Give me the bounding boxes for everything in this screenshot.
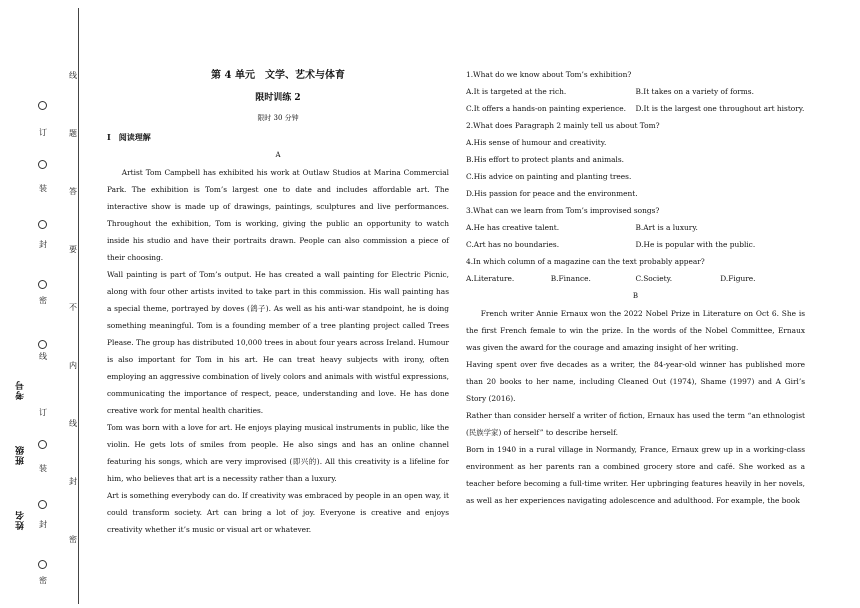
- option-row: [466, 270, 805, 287]
- answer-option: A.He has creative talent.: [466, 223, 560, 232]
- binding-hole: [38, 220, 47, 229]
- answer-option: A.It is targeted at the rich.: [466, 87, 567, 96]
- binding-hole: [38, 500, 47, 509]
- passage-a-paragraph: Artist Tom Campbell has exhibited his work at Outlaw Studios at Marina Commercial Park. The exhibition is Tom’s largest one to date and includes affordable art. The interactive show is made up of drawings, paintings, sculptures and live performances. Throughout the exhibition, Tom is working, giving the public an opportunity to watch inside his studio and have their portraits drawn. People can also commission a piece of their choosing.: [107, 168, 449, 262]
- option-row: [466, 83, 805, 100]
- binding-char: 封: [39, 520, 47, 529]
- binding-char: 订: [39, 128, 47, 137]
- passage-b-paragraph: Rather than consider herself a writer of fiction, Ernaux has used the term “an ethnologist (民族学家) of herself” to describe herself.: [466, 411, 805, 437]
- option-row: [466, 100, 805, 117]
- passage-b-paragraph: French writer Annie Ernaux won the 2022 Nobel Prize in Literature on Oct 6. She is the first French female to win the prize. In the words of the Nobel Committee, Ernaux was given the award for the courage and amazing insight of her writing.: [466, 309, 805, 352]
- binding-char: 线: [69, 419, 77, 428]
- exam-number-label: 考号: [16, 380, 26, 400]
- left-column: [107, 0, 449, 538]
- binding-char: 要: [69, 245, 77, 254]
- answer-option: A.Literature.: [466, 274, 515, 283]
- unit-title: 第 4 单元 文学、艺术与体育: [211, 70, 345, 81]
- answer-option: D.It is the largest one throughout art history.: [635, 104, 805, 113]
- binding-char: 密: [39, 576, 47, 585]
- passage-b-label: B: [632, 292, 639, 300]
- answer-option: B.It takes on a variety of forms.: [635, 87, 754, 96]
- answer-option: D.His passion for peace and the environment.: [466, 189, 638, 198]
- answer-option: B.His effort to protect plants and animals.: [466, 155, 625, 164]
- question-stem: 1.What do we know about Tom’s exhibition?: [466, 70, 632, 79]
- binding-char: 装: [39, 464, 47, 473]
- binding-char: 线: [39, 352, 47, 361]
- answer-option: B.Art is a luxury.: [635, 223, 698, 232]
- passage-a-label: A: [275, 151, 281, 159]
- binding-char: 密: [39, 296, 47, 305]
- binding-char: 线: [69, 71, 77, 80]
- time-limit: 限时 30 分钟: [257, 114, 299, 122]
- question-stem: 4.In which column of a magazine can the text probably appear?: [466, 257, 705, 266]
- binding-hole: [38, 560, 47, 569]
- answer-option: D.Figure.: [720, 274, 756, 283]
- class-label: 班级: [16, 445, 26, 465]
- binding-margin: [0, 0, 100, 608]
- binding-char: 封: [69, 477, 77, 486]
- binding-hole: [38, 101, 47, 110]
- right-column: [466, 0, 805, 509]
- answer-option: B.Finance.: [550, 274, 591, 283]
- passage-a-paragraph: Art is something everybody can do. If creativity was embraced by people in an open way, it could transform society. Art can bring a lot of joy. Everyone is creative and enjoys creativity whether it’s music or visual art or whatever.: [107, 491, 449, 534]
- passage-a-paragraph: Wall painting is part of Tom’s output. He has created a wall painting for Electric Picnic, along with four other artists invited to take part in this commission. His wall painting has a special theme, portrayed by doves (鸽子). As well as his anti-war standpoint, he is doing something meaningful. Tom is a founding member of a tree planting project called Trees Please. The group has distributed 10,000 trees in about four years across Ireland. Humour is also important for Tom in his art. He can treat heavy subjects with irony, often employing an aggressive combination of lively colors and animals with wistful expressions, communicating the importance of respect, peace, understanding and love. He has done creative work for mental health charities.: [107, 270, 449, 415]
- passage-a-paragraph: Tom was born with a love for art. He enjoys playing musical instruments in public, like the violin. He gets lots of smiles from people. He also sings and has an online channel featuring his songs, which are very improvised (即兴的). All this creativity is a lifeline for him, who believes that art is a necessity rather than a luxury.: [107, 423, 449, 483]
- binding-char: 不: [69, 303, 77, 312]
- binding-char: 装: [39, 184, 47, 193]
- section-heading: Ⅰ 阅读理解: [107, 132, 151, 142]
- answer-option: C.It offers a hands-on painting experience.: [466, 104, 626, 113]
- binding-char: 封: [39, 240, 47, 249]
- binding-char: 密: [69, 535, 77, 544]
- question-stem: 2.What does Paragraph 2 mainly tell us about Tom?: [466, 121, 660, 130]
- passage-b-paragraph: Born in 1940 in a rural village in Normandy, France, Ernaux grew up in a working-class environment as her parents ran a combined grocery store and café. She worked as a teacher before becoming a full-time writer. Her upbringing features heavily in her novels, as well as her experiences navigating adolescence and adulthood. For example, the book: [466, 445, 805, 505]
- binding-hole: [38, 160, 47, 169]
- answer-option: D.He is popular with the public.: [635, 240, 756, 249]
- binding-hole: [38, 340, 47, 349]
- question-stem: 3.What can we learn from Tom’s improvised songs?: [466, 206, 660, 215]
- binding-char: 订: [39, 408, 47, 417]
- binding-hole: [38, 280, 47, 289]
- binding-char: 内: [69, 361, 77, 370]
- option-row: [466, 236, 805, 253]
- answer-option: C.His advice on painting and planting trees.: [466, 172, 632, 181]
- answer-option: A.His sense of humour and creativity.: [466, 138, 607, 147]
- binding-char: 题: [69, 129, 77, 138]
- binding-hole: [38, 440, 47, 449]
- name-label: 姓名: [16, 510, 26, 530]
- answer-option: C.Society.: [635, 274, 673, 283]
- exercise-subtitle: 限时训练 2: [255, 93, 301, 103]
- binding-char: 答: [69, 187, 77, 196]
- seal-line: [78, 8, 79, 604]
- passage-b-paragraph: Having spent over five decades as a writer, the 84-year-old winner has published more than 20 books to her name, including Cleaned Out (1974), Shame (1997) and A Girl’s Story (2016).: [466, 360, 805, 403]
- option-row: [466, 219, 805, 236]
- answer-option: C.Art has no boundaries.: [466, 240, 560, 249]
